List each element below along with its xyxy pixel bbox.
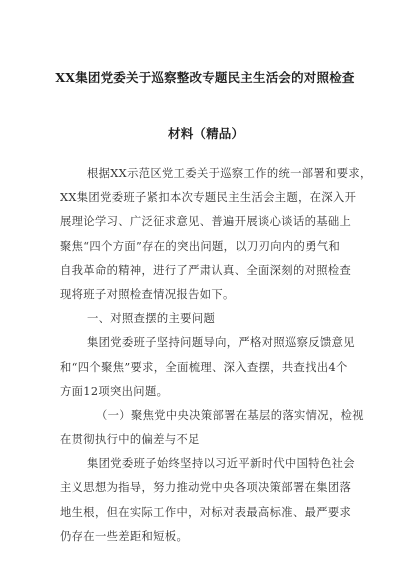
paragraph-line: 仍存在一些差距和短板。 <box>60 529 189 543</box>
paragraph-line: 主义思想为指导，努力推动党中央各项决策部署在集团落 <box>60 481 352 495</box>
paragraph-line: XX集团党委班子紧扣本次专题民主生活会主题，在深入开 <box>60 191 357 205</box>
section-heading: 一、对照查摆的主要问题 <box>87 312 216 326</box>
paragraph-line: 在贯彻执行中的偏差与不足 <box>60 433 200 447</box>
paragraph-line: 地生根，但在实际工作中，对标对表最高标准、最严要求 <box>60 505 352 519</box>
paragraph-line: 自我革命的精神，进行了严肃认真、全面深刻的对照检查 <box>60 263 352 277</box>
paragraph-line: 展理论学习、广泛征求意见、普遍开展谈心谈话的基础上 <box>60 215 352 229</box>
paragraph-line: 方面12项突出问题。 <box>60 384 169 398</box>
paragraph-line: 根据XX示范区党工委关于巡察工作的统一部署和要求， <box>87 167 372 180</box>
paragraph-line: 集团党委班子始终坚持以习近平新时代中国特色社会 <box>87 457 355 471</box>
paragraph-line: 现将班子对照检查情况报告如下。 <box>60 287 235 301</box>
document-title: XX集团党委关于巡察整改专题民主生活会的对照检查 <box>55 70 355 85</box>
subsection-heading: （一）聚焦党中央决策部署在基层的落实情况，检视 <box>96 408 364 422</box>
paragraph-line: 集团党委班子坚持问题导向，严格对照巡察反馈意见 <box>87 336 355 350</box>
paragraph-line: 和“四个聚焦”要求，全面梳理、深入查摆，共查找出4个 <box>60 360 348 374</box>
paragraph-line: 聚焦“四个方面”存在的突出问题，以刀刃向内的勇气和 <box>60 239 341 253</box>
document-subtitle: 材料（精品） <box>168 126 245 141</box>
document-body <box>60 162 372 549</box>
